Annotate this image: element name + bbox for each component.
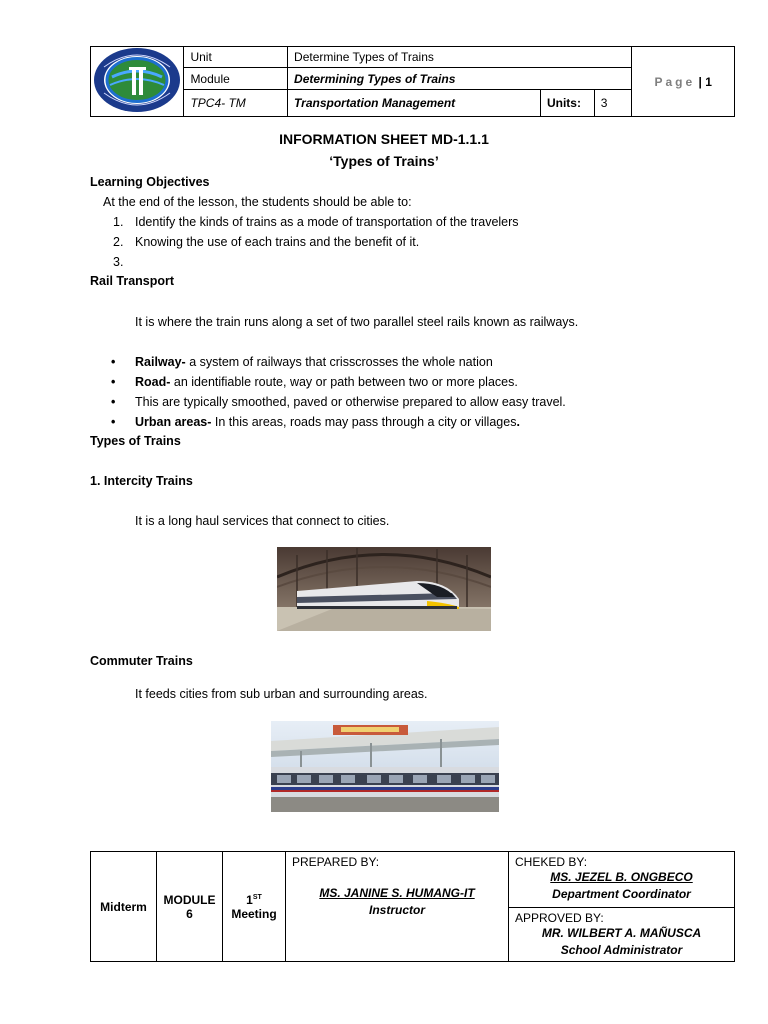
footer-table — [90, 851, 735, 962]
page-sep: | — [698, 74, 702, 89]
school-logo-icon — [92, 47, 182, 113]
page-number-cell — [632, 47, 735, 117]
checked-name: MS. JEZEL B. ONGBECO — [550, 870, 693, 884]
rail-bullet — [135, 375, 518, 389]
bullet-term: Urban areas- — [135, 415, 212, 429]
page-word: Page — [654, 74, 696, 89]
approved-role: School Administrator — [560, 943, 683, 957]
commuter-heading: Commuter Trains — [90, 654, 193, 668]
bullet-text: In this areas, roads may pass through a city or villages — [211, 415, 517, 429]
page-num: 1 — [705, 74, 712, 89]
commuter-train-image — [271, 721, 499, 812]
meeting-num: 1 — [246, 892, 253, 907]
logo-cell — [91, 47, 184, 117]
info-sheet-subtitle: ‘Types of Trains’ — [329, 153, 439, 169]
units-label: Units: — [540, 90, 594, 117]
bullet-end: . — [516, 415, 520, 429]
checked-cell — [509, 852, 735, 908]
info-sheet-title: INFORMATION SHEET MD-1.1.1 — [279, 131, 489, 147]
units-value: 3 — [594, 90, 632, 117]
bullet-term: Road- — [135, 375, 171, 389]
prepared-role: Instructor — [368, 903, 425, 917]
intercity-paragraph: It is a long haul services that connect to cities. — [135, 514, 390, 528]
term-cell: Midterm — [91, 852, 157, 962]
approved-name: MR. WILBERT A. MAÑUSCA — [541, 926, 702, 940]
module-line2: 6 — [186, 906, 193, 921]
checked-role: Department Coordinator — [552, 887, 691, 901]
prepared-cell — [286, 852, 509, 962]
module-line1: MODULE — [163, 892, 216, 907]
intercity-train-image — [277, 547, 491, 631]
objectives-heading: Learning Objectives — [90, 175, 210, 189]
prepared-name: MS. JANINE S. HUMANG-IT — [319, 886, 475, 900]
meeting-cell — [223, 852, 286, 962]
bullet-text: a system of railways that crisscrosses the whole nation — [185, 355, 493, 369]
rail-bullet — [135, 355, 493, 369]
meeting-word: Meeting — [231, 906, 277, 921]
objectives-intro: At the end of the lesson, the students should be able to: — [103, 195, 412, 209]
unit-value: Determine Types of Trains — [288, 47, 632, 68]
course-code: TPC4- TM — [184, 90, 288, 117]
approved-label: APPROVED BY: — [515, 911, 604, 925]
commuter-paragraph: It feeds cities from sub urban and surrounding areas. — [135, 687, 428, 701]
intercity-heading: 1. Intercity Trains — [90, 474, 193, 488]
rail-bullet — [135, 415, 520, 429]
course-name: Transportation Management — [288, 90, 541, 117]
approved-cell — [509, 908, 735, 962]
objective-num: 3. — [113, 255, 124, 269]
bullet-text: an identifiable route, way or path between two or more places. — [170, 375, 518, 389]
module-label: Module — [184, 68, 288, 90]
module-value: Determining Types of Trains — [288, 68, 632, 90]
header-table — [90, 46, 735, 117]
checked-label: CHEKED BY: — [515, 855, 588, 869]
rail-bullet — [135, 395, 566, 409]
rail-heading: Rail Transport — [90, 274, 175, 288]
bullet-term: Railway- — [135, 355, 186, 369]
bullet-text: This are typically smoothed, paved or otherwise prepared to allow easy travel. — [135, 395, 566, 409]
objective-num: 2. — [113, 235, 124, 249]
meeting-sup: ST — [252, 893, 262, 901]
objective-text: Knowing the use of each trains and the benefit of it. — [135, 235, 420, 249]
objective-text: Identify the kinds of trains as a mode of transportation of the travelers — [135, 215, 519, 229]
rail-paragraph: It is where the train runs along a set of two parallel steel rails known as railways. — [135, 315, 579, 329]
objective-num: 1. — [113, 215, 124, 229]
unit-label: Unit — [184, 47, 288, 68]
module-cell — [157, 852, 223, 962]
prepared-label: PREPARED BY: — [292, 855, 380, 869]
types-heading: Types of Trains — [90, 434, 181, 448]
